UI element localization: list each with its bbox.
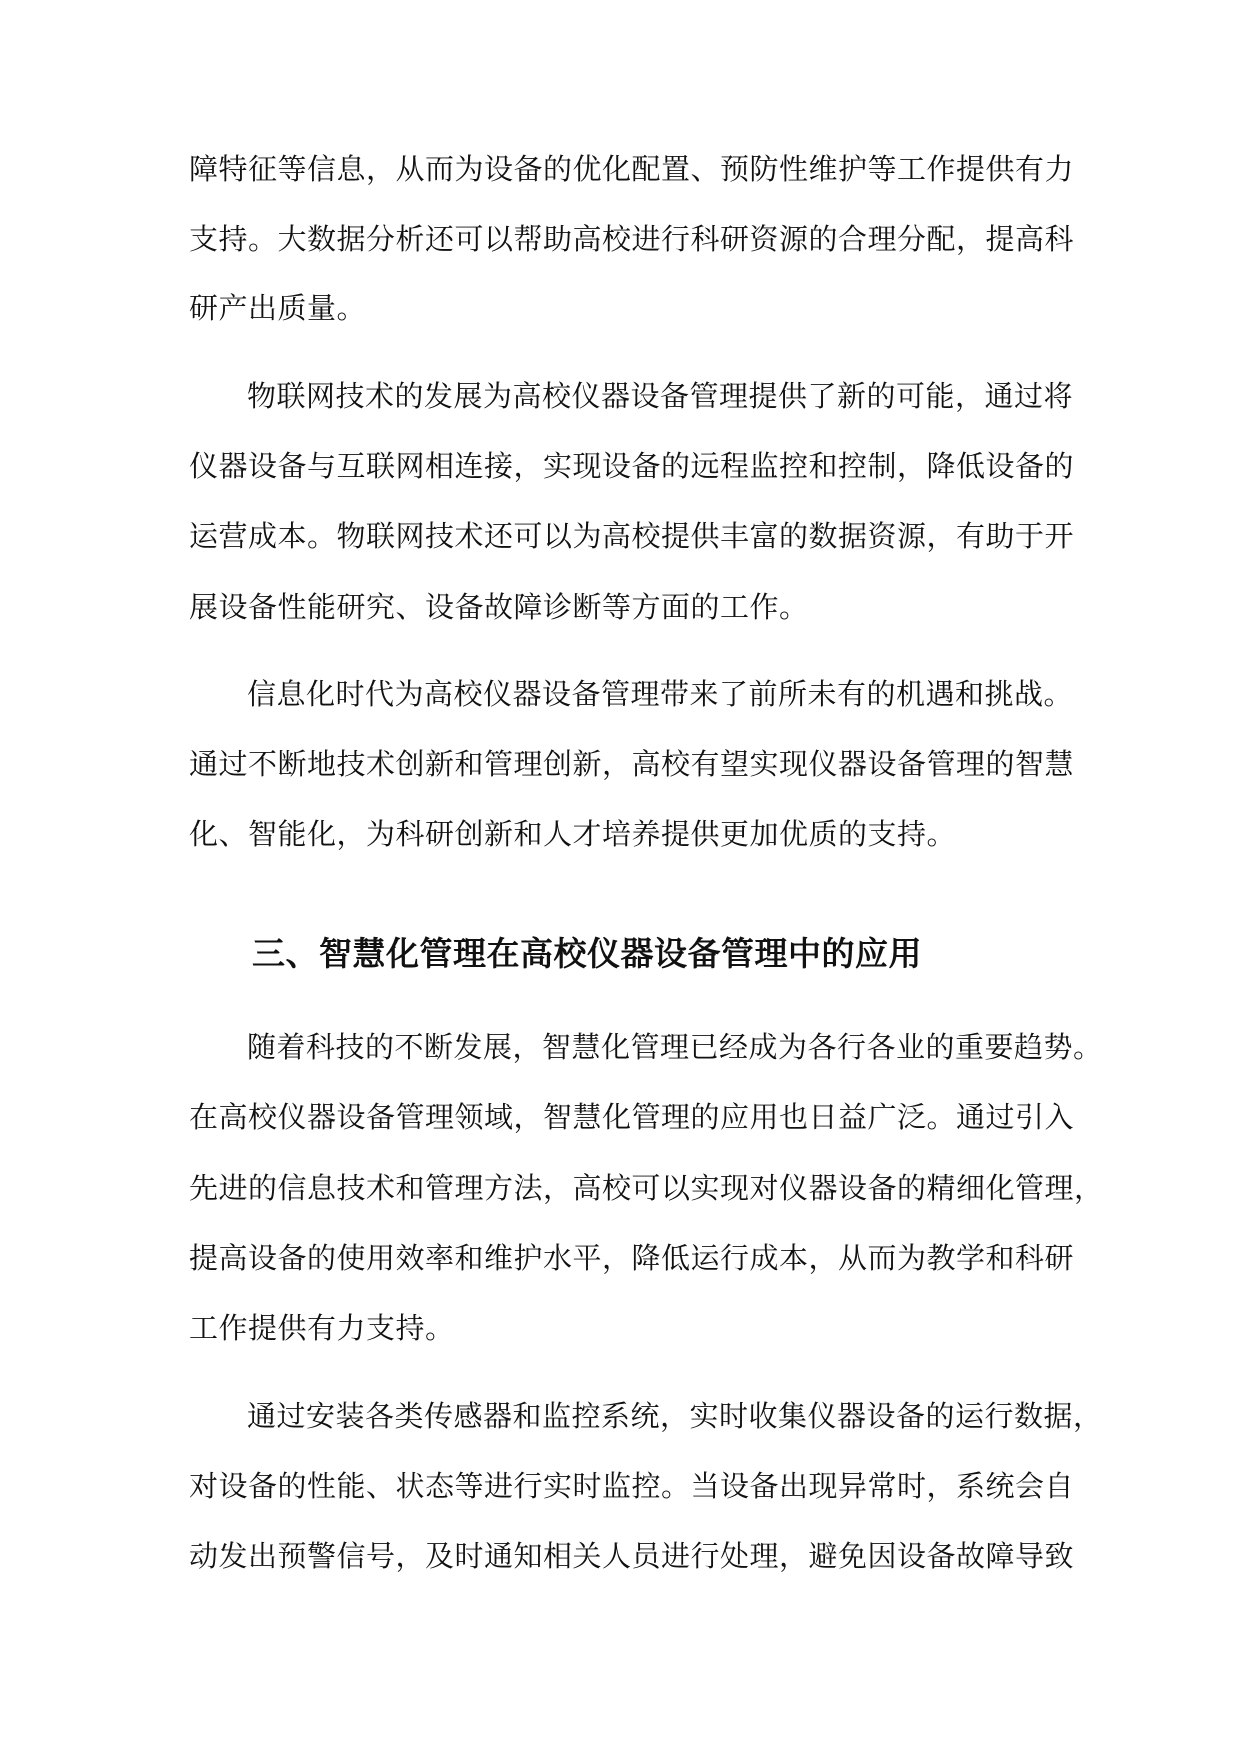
paragraph-3-line-3: 化、智能化，为科研创新和人才培养提供更加优质的支持。 (189, 817, 957, 851)
paragraph-2-line-3: 运营成本。物联网技术还可以为高校提供丰富的数据资源，有助于开 (189, 519, 1075, 553)
paragraph-4-line-2: 在高校仪器设备管理领域，智慧化管理的应用也日益广泛。通过引入 (189, 1100, 1075, 1134)
paragraph-5-line-3: 动发出预警信号，及时通知相关人员进行处理，避免因设备故障导致 (189, 1539, 1075, 1573)
paragraph-5-line-1: 通过安装各类传感器和监控系统，实时收集仪器设备的运行数据， (247, 1399, 1103, 1433)
paragraph-3-line-2: 通过不断地技术创新和管理创新，高校有望实现仪器设备管理的智慧 (189, 747, 1075, 781)
paragraph-4-line-1: 随着科技的不断发展，智慧化管理已经成为各行各业的重要趋势。 (247, 1030, 1103, 1064)
paragraph-2-line-1: 物联网技术的发展为高校仪器设备管理提供了新的可能，通过将 (247, 379, 1074, 413)
paragraph-2-line-2: 仪器设备与互联网相连接，实现设备的远程监控和控制，降低设备的 (189, 449, 1075, 483)
section-heading: 三、智慧化管理在高校仪器设备管理中的应用 (252, 934, 922, 973)
paragraph-4-line-5: 工作提供有力支持。 (189, 1311, 455, 1345)
paragraph-5-line-2: 对设备的性能、状态等进行实时监控。当设备出现异常时，系统会自 (189, 1469, 1075, 1503)
paragraph-1-line-2: 支持。大数据分析还可以帮助高校进行科研资源的合理分配，提高科 (189, 222, 1075, 256)
paragraph-3-line-1: 信息化时代为高校仪器设备管理带来了前所未有的机遇和挑战。 (247, 677, 1074, 711)
paragraph-2-line-4: 展设备性能研究、设备故障诊断等方面的工作。 (189, 590, 809, 624)
paragraph-4-line-4: 提高设备的使用效率和维护水平，降低运行成本，从而为教学和科研 (189, 1241, 1075, 1275)
paragraph-1-line-3: 研产出质量。 (189, 291, 367, 325)
paragraph-4-line-3: 先进的信息技术和管理方法，高校可以实现对仪器设备的精细化管理， (189, 1171, 1104, 1205)
paragraph-1-line-1: 障特征等信息，从而为设备的优化配置、预防性维护等工作提供有力 (189, 152, 1075, 186)
